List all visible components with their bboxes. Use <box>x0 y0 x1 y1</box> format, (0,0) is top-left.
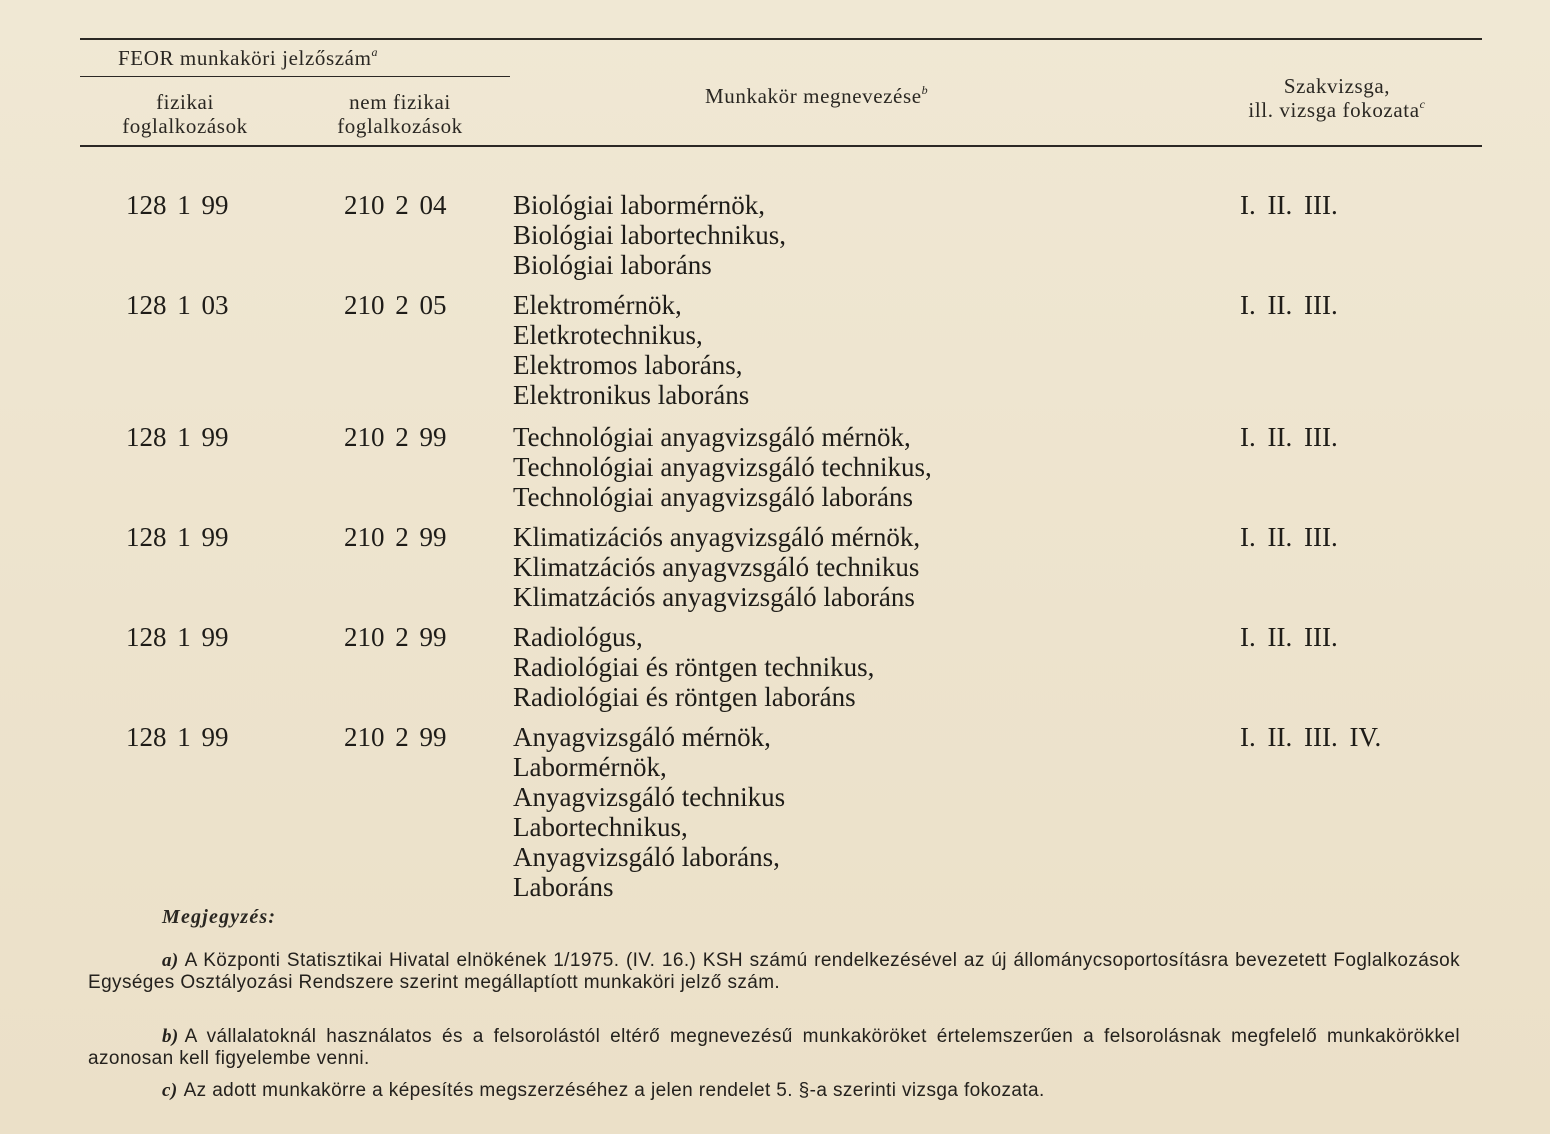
cell-vizsga: I. II. III. <box>1240 190 1338 220</box>
cell-nemfizikai-code: 210 2 05 <box>344 290 447 320</box>
header-vizsga-note-mark: c <box>1419 97 1426 111</box>
munkakor-line: Laboráns <box>513 872 614 902</box>
cell-munkakor <box>513 522 920 612</box>
cell-nemfizikai-code: 210 2 04 <box>344 190 447 220</box>
header-col-vizsga-line2 <box>1212 98 1462 122</box>
munkakor-line: Biológiai laboráns <box>513 250 712 280</box>
header-col-nemfizikai <box>310 90 490 138</box>
header-col-vizsga-line2-text: ill. vizsga fokozata <box>1248 98 1420 122</box>
munkakor-line: Labormérnök, <box>513 752 667 782</box>
cell-munkakor <box>513 290 749 410</box>
cell-munkakor <box>513 722 785 902</box>
munkakor-line: Anyagvizsgáló technikus <box>513 782 786 812</box>
header-munkakor-note-mark: b <box>921 83 929 97</box>
header-feor-group-text: FEOR munkaköri jelzőszám <box>118 46 372 70</box>
note-a <box>88 950 1460 994</box>
munkakor-line: Technológiai anyagvizsgáló laboráns <box>513 482 913 512</box>
header-bottom-rule <box>80 145 1482 147</box>
note-a-label: a) <box>162 950 179 971</box>
note-c-label: c) <box>162 1080 178 1101</box>
cell-munkakor <box>513 422 932 512</box>
header-group-rule <box>80 76 510 77</box>
munkakor-line: Anyagvizsgáló laboráns, <box>513 842 780 872</box>
cell-vizsga: I. II. III. <box>1240 422 1338 452</box>
header-col-munkakor <box>705 84 928 108</box>
cell-vizsga: I. II. III. <box>1240 622 1338 652</box>
cell-munkakor <box>513 622 874 712</box>
header-feor-note-mark: a <box>371 45 379 59</box>
note-a-text: A Központi Statisztikai Hivatal elnökének 1/1975. (IV. 16.) KSH számú rendelkezésével az új állománycsoportosításra bevezetett Foglalkozások Egységes Osztályozási Rendszere szerint megállaptíott munkaköri jelző szám. <box>88 950 1460 993</box>
note-b-text: A vállalatoknál használatos és a felsorolástól eltérő megnevezésű munkaköröket értelemszerűen a felsorolásnak megfelelő munkakörökkel azonosan kell figyelembe venni. <box>88 1026 1460 1069</box>
munkakor-line: Biológiai labormérnök, <box>513 190 765 220</box>
cell-fizikai-code: 128 1 99 <box>126 190 229 220</box>
munkakor-line: Anyagvizsgáló mérnök, <box>513 722 771 752</box>
cell-fizikai-code: 128 1 99 <box>126 622 229 652</box>
note-c <box>88 1080 1460 1102</box>
header-col-vizsga-line1: Szakvizsga, <box>1283 74 1391 98</box>
munkakor-line: Radiológiai és röntgen technikus, <box>513 652 875 682</box>
munkakor-line: Technológiai anyagvizsgáló mérnök, <box>513 422 911 452</box>
cell-munkakor <box>513 190 786 280</box>
munkakor-line: Elektromérnök, <box>513 290 682 320</box>
munkakor-line: Elektronikus laboráns <box>513 380 750 410</box>
munkakor-line: Eletkrotechnikus, <box>513 320 703 350</box>
cell-nemfizikai-code: 210 2 99 <box>344 622 447 652</box>
header-col-fizikai-line2: foglalkozások <box>122 114 248 138</box>
munkakor-line: Biológiai labortechnikus, <box>513 220 786 250</box>
cell-fizikai-code: 128 1 99 <box>126 422 229 452</box>
munkakor-line: Radiológus, <box>513 622 643 652</box>
header-col-munkakor-text: Munkakör megnevezése <box>705 84 922 108</box>
header-col-vizsga <box>1212 74 1462 122</box>
cell-vizsga: I. II. III. IV. <box>1240 722 1382 752</box>
munkakor-line: Klimatizációs anyagvizsgáló mérnök, <box>513 522 921 552</box>
cell-nemfizikai-code: 210 2 99 <box>344 722 447 752</box>
cell-fizikai-code: 128 1 99 <box>126 722 229 752</box>
header-col-fizikai-line1: fizikai <box>156 90 214 114</box>
header-feor-group <box>118 46 378 70</box>
cell-fizikai-code: 128 1 03 <box>126 290 229 320</box>
note-c-text: Az adott munkakörre a képesítés megszerzéséhez a jelen rendelet 5. §-a szerinti vizsga fokozata. <box>183 1080 1045 1101</box>
note-b-label: b) <box>162 1026 179 1047</box>
notes-title: Megjegyzés: <box>162 906 277 928</box>
cell-nemfizikai-code: 210 2 99 <box>344 522 447 552</box>
cell-vizsga: I. II. III. <box>1240 522 1338 552</box>
cell-fizikai-code: 128 1 99 <box>126 522 229 552</box>
munkakor-line: Klimatzációs anyagvzsgáló technikus <box>513 552 920 582</box>
header-col-nemfizikai-line1: nem fizikai <box>349 90 451 114</box>
cell-vizsga: I. II. III. <box>1240 290 1338 320</box>
header-top-rule <box>80 38 1482 40</box>
header-col-fizikai <box>100 90 270 138</box>
munkakor-line: Radiológiai és röntgen laboráns <box>513 682 856 712</box>
header-col-nemfizikai-line2: foglalkozások <box>337 114 463 138</box>
munkakor-line: Labortechnikus, <box>513 812 688 842</box>
note-b <box>88 1026 1460 1070</box>
cell-nemfizikai-code: 210 2 99 <box>344 422 447 452</box>
munkakor-line: Klimatzációs anyagvizsgáló laboráns <box>513 582 915 612</box>
munkakor-line: Elektromos laboráns, <box>513 350 743 380</box>
munkakor-line: Technológiai anyagvizsgáló technikus, <box>513 452 932 482</box>
